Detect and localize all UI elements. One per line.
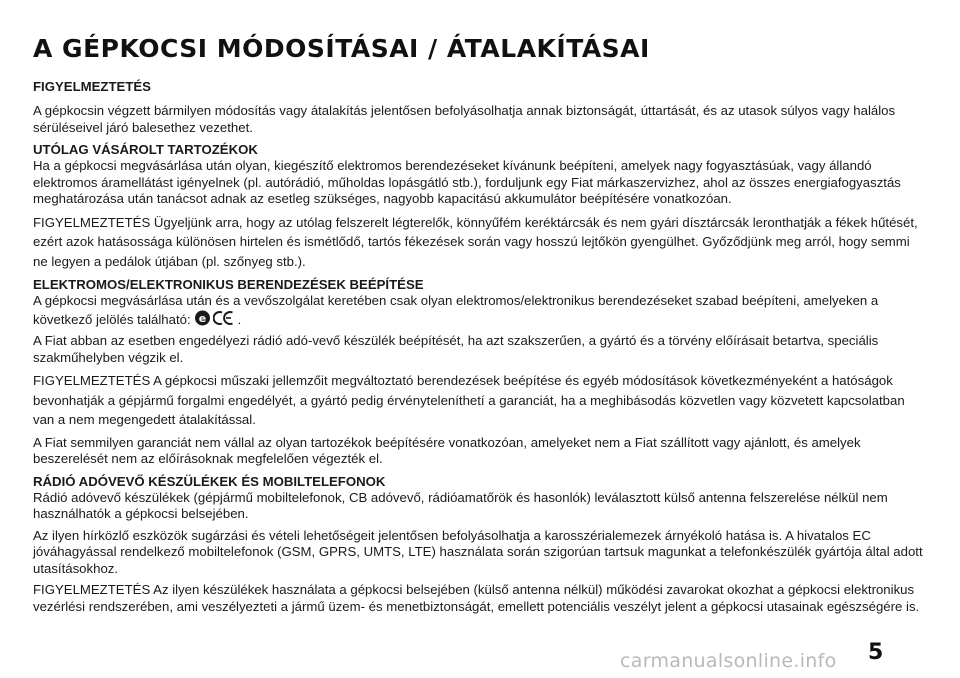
accessories-paragraph-2: FIGYELMEZTETÉS Ügyeljünk arra, hogy az utólag felszerelt légterelők, könnyűfém keréktárcsák és nem gyári dísztárcsák leronthatják a fékek hűtését, ezért azok hatásossága különösen hirtelen és ismétlődő, tartós fékezések során vagy hosszú lejtőkön gyengülhet. Győződjünk meg arról, hogy semmi ne legyen a pedálok útjában (pl. szőnyeg stb.). [33, 214, 918, 269]
radio-paragraph-3: FIGYELMEZTETÉS Az ilyen készülékek használata a gépkocsi belsejében (külső antenna nélkül) működési zavarokat okozhat a gépkocsi elektronikus vezérlési rendszerében, ami veszélyezteti a jármű üzem- és menetbiztonságát, emellett potenciális veszélyt jelent a gépkocsi utasainak egészségére is. [33, 582, 920, 614]
document-page [33, 33, 923, 620]
electrical-paragraph-2: A Fiat abban az esetben engedélyezi rádió adó-vevő készülék beépítését, ha azt szakszerűen, a gyártó és a törvény előírásait betartva, speciális szakműhelyben végzik el. [33, 333, 879, 365]
warning-heading: FIGYELMEZTETÉS [33, 79, 151, 94]
electrical-paragraph-1-text: A gépkocsi megvásárlása után és a vevőszolgálat keretében csak olyan elektromos/elektronikus berendezéseket szabad beépíteni, amelyeken a következő jelölés található: [33, 293, 879, 327]
electrical-paragraph-3: FIGYELMEZTETÉS A gépkocsi műszaki jellemzőit megváltoztató berendezések beépítése és egyéb módosítások következményeként a hatóságok bevonhatják a gépjármű forgalmi engedélyét, a gyártó pedig érvényteleníthetí a garanciát, ha a meghibásodás közvetlen vagy közvetett kapcsolatban van a nem megengedett átalakítással. [33, 373, 905, 427]
electrical-paragraph-1-end: . [237, 311, 242, 327]
page-number: 5 [868, 640, 884, 665]
certification-marks [194, 310, 235, 326]
radio-paragraph-2: Az ilyen hírközlő eszközök sugárzási és vételi lehetőségeit jelentősen befolyásolhatja a karosszérialemezek árnyékoló hatása is. A hivatalos EC jóváhagyással rendelkező mobiltelefonok (GSM, GPRS, UMTS, LTE) használata során szigorúan tartsuk magunkat a telefonkészülék gyártója által adott utasításokhoz. [33, 527, 923, 576]
svg-text:e: e [198, 311, 206, 325]
watermark: carmanualsonline.info [620, 650, 837, 672]
electrical-paragraph-1 [33, 293, 923, 328]
electrical-paragraph-4: A Fiat semmilyen garanciát nem vállal az olyan tartozékok beépítésére vonatkozóan, amelyeket nem a Fiat szállított vagy ajánlott, és amelyek beszerelését nem az előírásoknak megfelelően végezték el. [33, 434, 861, 466]
radio-paragraph-1: Rádió adóvevő készülékek (gépjármű mobiltelefonok, CB adóvevő, rádióamatőrök és hasonlók) leválasztott külső antenna felszerelése nélkül nem használhatók a gépkocsi belsejében. [33, 489, 888, 521]
electrical-heading: ELEKTROMOS/ELEKTRONIKUS BERENDEZÉSEK BEÉPÍTÉSE [33, 277, 424, 292]
accessories-paragraph-1: Ha a gépkocsi megvásárlása után olyan, kiegészítő elektromos berendezéseket kívánunk beépíteni, amelyek nagy fogyasztásúak, vagy állandó elektromos áramellátást igényelnek (pl. autórádió, műholdas lopásgátló stb.), forduljunk egy Fiat márkaszervizhez, ahol az összes energiafogyasztás meghatározása után tanácsot adnak az esetleg szükséges, nagyobb kapacitású akkumulátor beépítésére vonatkozóan. [33, 158, 901, 206]
page-title: A GÉPKOCSI MÓDOSÍTÁSAI / ÁTALAKÍTÁSAI [33, 34, 650, 63]
e-mark-icon [194, 310, 211, 326]
radio-heading: RÁDIÓ ADÓVEVŐ KÉSZÜLÉKEK ÉS MOBILTELEFONOK [33, 473, 386, 489]
accessories-heading: UTÓLAG VÁSÁROLT TARTOZÉKOK [33, 142, 258, 157]
warning-paragraph: A gépkocsin végzett bármilyen módosítás vagy átalakítás jelentősen befolyásolhatja annak biztonságát, úttartását, és az utasok súlyos vagy halálos sérüléseivel járó balesethez vezethet. [33, 103, 896, 135]
ce-mark-icon [213, 310, 235, 326]
